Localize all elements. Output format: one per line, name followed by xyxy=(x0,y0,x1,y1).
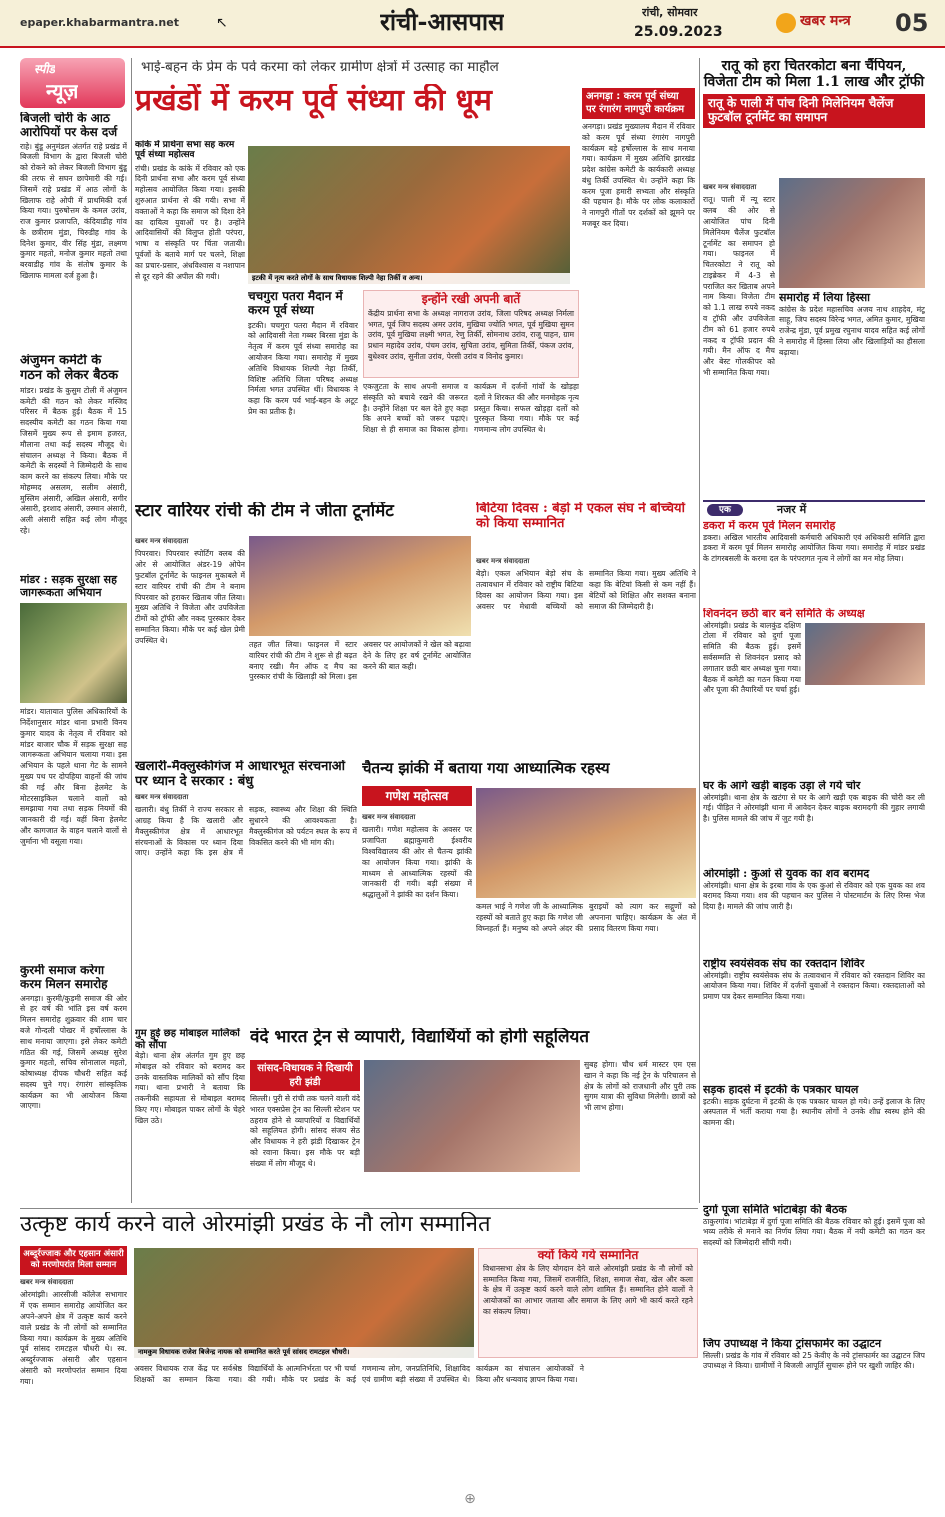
ormanjhi-body: अवसर विधायक राज केंद्र पर सर्वश्रेष्ठ शिक्षकों का सम्मान किया गया। विद्यार्थियों के आत्मनिर्भरता पर भी चर्चा की गयी। मौके पर प्रखंड के कई गणमान्य लोग, जनप्रतिनिधि, शिक्षाविद एवं ग्रामीण बड़ी संख्या में उपस्थित थे। कार्यक्रम का संचालन आयोजकों ने किया और धन्यवाद ज्ञापन किया गया। xyxy=(134,1364,584,1384)
nazar-title: दुर्गा पूजा समिति भांटाबेड़ा की बैठक xyxy=(703,1204,847,1216)
nazar-body: ओरमांझी। थाना क्षेत्र के इरबा गांव के एक कुआं से रविवार को एक युवक का शव बरामद किया गया। शव की पहचान कर पुलिस ने पोस्टमार्टम के लिए रिम्स भेज दिया है। मामले की जांच जारी है। xyxy=(703,880,925,912)
vande-body-cont: सुबह होगा। चौथ धर्म मास्टर एम एस खान ने कहा कि नई ट्रेन के परिचालन से क्षेत्र के लोगों को राजधानी और पुरी तक सुगम यात्रा की सुविधा मिलेगी। छात्रों को भी लाभ होगा। xyxy=(584,1060,696,1113)
vande-body: सिल्ली। पुरी से रांची तक चलने वाली वंदे भारत एक्सप्रेस ट्रेन का सिल्ली स्टेशन पर ठहराव होने से व्यापारियों व विद्यार्थियों को सहूलियत होगी। सांसद संजय सेठ और विधायक ने हरी झंडी दिखाकर ट्रेन को रवाना किया। इस मौके पर बड़ी संख्या में लोग मौजूद थे। xyxy=(250,1094,360,1168)
nazar-tag-2: नजर में xyxy=(777,503,807,516)
nazar-title: राष्ट्रीय स्वयंसेवक संघ का रक्तदान शिविर xyxy=(703,958,865,970)
star-team-photo xyxy=(249,536,471,636)
nazar-header xyxy=(703,500,925,516)
train-photo xyxy=(364,1060,580,1172)
column-divider xyxy=(699,58,700,1203)
nazar-title: सड़क हादसे में इटकी के पत्रकार घायल xyxy=(703,1084,859,1096)
speed-item-4 xyxy=(20,964,127,1202)
nazar-tag-1: एक xyxy=(707,504,743,516)
speed-item-2 xyxy=(20,354,127,576)
football-body: रातू। पाली में न्यू स्टार क्लब की ओर से आयोजित पांच दिनी मिलेनियम चैलेंज फुटबॉल टूर्नामेंट का समापन हो गया। फाइनल में चितरकोटा ने रातू को टाइब्रेकर में 4-3 से पराजित कर खिताब अपने नाम किया। विजेता टीम को 1.1 लाख रुपये नकद व ट्रॉफी और उपविजेता टीम को 61 हजार रुपये नकद व ट्रॉफी प्रदान की गयी। मैन ऑफ द मैच और बेस्ट गोलकीपर को भी सम्मानित किया गया। xyxy=(703,195,775,377)
speed-item-body: मांडर। प्रखंड के कुसुम टोली में अंजुमन कमेटी की गठन को लेकर मस्जिद परिसर में बैठक हुई। बैठक में 15 सदस्यीय कमेटी का गठन किया गया जिसमें मुख्य रूप से इमाम हजरत, मौलाना तथा कई सदस्य मौजूद थे। संचालन अध्यक्ष ने किया। बैठक में कमेटी के सदस्यों ने जिम्मेदारी के साथ काम करने का संकल्प लिया। मौके पर मोहम्मद असलम, सलीम अंसारी, मुस्लिम अंसारी, अखिल अंसारी, सगीर अंसारी, इरशाद अंसारी, उस्मान अंसारी, अली अंसारी सहित कई लोग मौजूद रहे। xyxy=(20,385,127,536)
ormanjhi-side xyxy=(20,1246,127,1480)
sub-story-chachgura-cont: एकजुटता के साथ अपनी समाज व संस्कृति को बचाये रखने की जरूरत है। उन्होंने शिक्षा पर बल देते हुए कहा कि अपने बच्चों को जरूर पढ़ाएं। शिक्षा से ही समाज का विकास होगा। कार्यक्रम में दर्जनों गांवों के खोड़हा दलों ने शिरकत की और मनमोहक नृत्य प्रस्तुत किया। सफल खोड़हा दलों को पुरस्कृत किया गया। मौके पर कई गणमान्य लोग उपस्थित थे। xyxy=(363,382,579,435)
nazar-body: ओरमांझी। राष्ट्रीय स्वयंसेवक संघ के तत्वावधान में रविवार को रक्तदान शिविर का आयोजन किया गया। शिविर में दर्जनों युवाओं ने रक्तदान किया। रक्तदाताओं को प्रमाण पत्र देकर सम्मानित किया गया। xyxy=(703,970,925,1002)
why-title: क्यों किये गये सम्मानित xyxy=(537,1248,639,1262)
khalari-headline: खलारी-मैक्लुस्कीगंज में आधारभूत संरचनाओं पर ध्यान दे सरकार : बंधु xyxy=(135,760,346,789)
star-col xyxy=(135,534,245,754)
horizontal-divider xyxy=(20,1208,698,1209)
vande-col xyxy=(250,1060,360,1204)
page-number: 05 xyxy=(895,9,929,37)
speed-item-title: मांडर : सड़क सुरक्षा सह जागरूकता अभियान xyxy=(20,574,117,599)
ek-nazar-column xyxy=(703,500,925,1475)
section-title: रांची-आसपास xyxy=(380,7,505,36)
chaitanya-body: खलारी। गणेश महोत्सव के अवसर पर प्रजापिता ब्रह्माकुमारी ईश्वरीय विश्वविद्यालय की ओर से चैतन्य झांकी का आयोजन किया गया। झांकी के माध्यम से आध्यात्मिक रहस्यों की जानकारी दी गयी। बड़ी संख्या में श्रद्धालुओं ने झांकी का दर्शन किया। xyxy=(362,825,472,900)
football-col xyxy=(703,180,775,490)
cursor-icon: ↖ xyxy=(216,15,228,31)
ormanjhi-photo xyxy=(134,1248,474,1358)
nazar-title: डकरा में करम पूर्व मिलन समारोह xyxy=(703,520,836,532)
nazar-item-3 xyxy=(703,780,925,858)
football-side xyxy=(779,292,925,492)
khalari-body: खलारी। बंधु तिर्की ने राज्य सरकार से आग्रह किया है कि खलारी और मैक्लुस्कीगंज क्षेत्र में आधारभूत संरचनाओं के विकास पर ध्यान दिया जाए। उन्होंने कहा कि इस क्षेत्र में सड़क, स्वास्थ्य और शिक्षा की स्थिति सुधारने की आवश्यकता है। मैक्लुस्कीगंज को पर्यटन स्थल के रूप में विकसित करने की भी मांग की। xyxy=(135,805,357,858)
lost-mobile-headline: गुम हुई छह मोबाइल मालिकों को सौंपा xyxy=(135,1028,240,1051)
meeting-photo xyxy=(805,623,925,685)
jhanki-photo xyxy=(476,788,696,898)
nazar-item-8 xyxy=(703,1338,925,1474)
quote-title: इन्होंने रखी अपनी बातें xyxy=(421,292,521,306)
photo-caption: इटकी में नृत्य करते लोगों के साथ विधायक शिल्पी नेहा तिर्की व अन्य। xyxy=(248,273,570,284)
sub-story-kanke xyxy=(135,140,245,498)
edition-date: 25.09.2023 xyxy=(634,24,723,40)
chaitanya-label: गणेश महोत्सव xyxy=(362,786,472,806)
nazar-item-7 xyxy=(703,1204,925,1334)
football-headline: रातू को हरा चितरकोटा बना चैंपियन, विजेता टीम को मिला 1.1 लाख और ट्रॉफी xyxy=(703,58,925,91)
speed-item-title: बिजली चोरी के आठ आरोपियों पर केस दर्ज xyxy=(20,112,118,139)
speed-item-title: अंजुमन कमेटी के गठन को लेकर बैठक xyxy=(20,354,119,383)
byline: खबर मन्त्र संवाददाता xyxy=(135,537,189,545)
speed-logo-bottom: न्यूज़ xyxy=(46,79,79,103)
byline: खबर मन्त्र संवाददाता xyxy=(476,557,530,565)
star-body-cont: तहत जीत लिया। फाइनल में स्टार वारियर रांची की टीम ने शुरू से ही बढ़त बनाए रखी। मैन ऑफ द मैच का पुरस्कार रांची के खिलाड़ी को मिला। इस अवसर पर आयोजकों ने खेल को बढ़ावा देने के लिए हर वर्ष टूर्नामेंट आयोजित करने की बात कही। xyxy=(249,640,471,682)
khalari-story xyxy=(135,760,357,1020)
trophy-photo xyxy=(779,178,925,288)
star-warrior-story xyxy=(135,502,471,754)
sub-body: अनगड़ा। प्रखंड मुख्यालय मैदान में रविवार को करम पूर्व संध्या रंगारंग नागपुरी कार्यक्रम बड़े हर्षोल्लास के साथ मनाया गया। कार्यक्रम में मुख्य अतिथि झारखंड प्रदेश कांग्रेस कमेटी के कार्यकारी अध्यक्ष बंधु तिर्की उपस्थित थे। उन्होंने कहा कि करम पूजा हमारी सभ्यता और संस्कृति की पहचान है। मौके पर लोक कलाकारों ने नागपुरी गीतों पर दर्शकों को झूमने पर मजबूर कर दिया। xyxy=(582,122,695,229)
ormanjhi-story xyxy=(20,1212,698,1480)
sub-body: रांची। प्रखंड के कांके में रविवार को एक दिनी प्रार्थना सभा और करम पूर्व संध्या महोत्सव आयोजित किया गया। इसकी शुरुआत प्रार्थना से की गयी। सभा में वक्ताओं ने कहा कि समाज को दिशा देने का दायित्व युवाओं पर है। उन्होंने आदिवासियों की विलुप्त होती परंपरा, भाषा व संस्कृति पर चिंता जतायी। पूर्वजों के बताये मार्ग पर चलने, शिक्षा का प्रचार-प्रसार, अंधविश्वास व नशापान से दूर रहने की अपील की गयी। xyxy=(135,163,245,281)
nazar-item-4 xyxy=(703,868,925,946)
nazar-body: ओरमांझी। थाना क्षेत्र के खटंगा से घर के आगे खड़ी एक बाइक की चोरी कर ली गई। पीड़ित ने ओरमांझी थाना में आवेदन देकर बाइक बरामदगी की गुहार लगायी है। पुलिस मामले की जांच में जुट गयी है। xyxy=(703,792,925,824)
nazar-body: सिल्ली। प्रखंड के गांव में रविवार को 25 केवीए के नये ट्रांसफार्मर का उद्घाटन जिप उपाध्यक्ष ने किया। ग्रामीणों ने बिजली आपूर्ति सुचारू होने पर खुशी जाहिर की। xyxy=(703,1350,925,1371)
lost-mobile-story xyxy=(135,1028,245,1204)
speed-item-title: कुरमी समाज करेगा करम मिलन समारोह xyxy=(20,964,108,991)
nazar-item-5 xyxy=(703,958,925,1078)
sub-body: इटकी। चचगुरा पतरा मैदान में रविवार को आदिवासी नेता गब्बर बिरसा मुंडा के नेतृत्व में करम पूर्व संध्या समारोह का आयोजन किया गया। समारोह में मुख्य अतिथि विधायक शिल्पी नेहा तिर्की, विशिष्ट अतिथि जिला परिषद अध्यक्ष निर्मला भगत उपस्थित थीं। विधायक ने कहा कि करम पर्व भाई-बहन के अटूट प्रेम का प्रतीक है। xyxy=(248,320,358,416)
vande-headline: वंदे भारत ट्रेन से व्यापारी, विद्यार्थियों को होगी सहूलियत xyxy=(250,1028,590,1047)
page-header xyxy=(0,0,945,48)
nazar-body: इटकी। सड़क दुर्घटना में इटकी के एक पत्रकार घायल हो गये। उन्हें इलाज के लिए अस्पताल में भर्ती कराया गया है। स्थानीय लोगों ने उनके शीघ्र स्वस्थ होने की कामना की। xyxy=(703,1096,925,1128)
nazar-title: घर के आगे खड़ी बाइक उड़ा ले गये चोर xyxy=(703,780,861,792)
brand-logo-icon xyxy=(776,13,796,33)
nazar-item-6 xyxy=(703,1084,925,1184)
byline: खबर मन्त्र संवाददाता xyxy=(20,1277,74,1286)
nazar-body: डकरा। अखिल भारतीय आदिवासी कर्मचारी अधिकारी एवं अधिकारी समिति द्वारा डकरा में करम पूर्व मिलन समारोह आयोजित किया गया। समारोह में मांडर प्रखंड के टांगरबसली के करमा दल के परंपरागत नृत्य ने लोगों का मन मोह लिया। xyxy=(703,532,925,564)
speed-item-1 xyxy=(20,112,127,347)
football-subhead: रातू के पाली में पांच दिनी मिलेनियम चैलेंज फुटबॉल टूर्नामेंट का समापन xyxy=(703,94,925,128)
side-title: समारोह में लिया हिस्सा xyxy=(779,292,871,304)
sub-title: अनगड़ा : करम पूर्व संध्या पर रंगारंग नागपुरी कार्यक्रम xyxy=(582,88,695,119)
site-url[interactable]: epaper.khabarmantra.net xyxy=(20,16,179,29)
speed-item-3 xyxy=(20,574,127,954)
nazar-title: जिप उपाध्यक्ष ने किया ट्रांसफार्मर का उद्घाटन xyxy=(703,1338,882,1350)
byline: खबर मन्त्र संवाददाता xyxy=(135,792,189,801)
column-divider xyxy=(131,58,132,1203)
quote-body: केंद्रीय प्रार्थना सभा के अध्यक्ष नागराज उरांव, जिला परिषद अध्यक्ष निर्मला भगत, पूर्व जिप सदस्य अमर उरांव, मुखिया ज्योति भगत, पूर्व मुखिया सुमन उरांव, पूर्व मुखिया लक्ष्मी भगत, रेणु तिर्की, सोमनाथ उरांव, राजू पाहन, ग्राम प्रधान महादेव उरांव, पंचम उरांव, सुचिता उरांव, सुमिता तिर्की, पंकज उरांव, बुधेश्वर उरांव, सुनीता उरांव, पेरसी उरांव व विनोद कुमार। xyxy=(368,308,574,361)
why-box xyxy=(478,1248,698,1358)
chaitanya-story xyxy=(362,760,696,1024)
photo-caption: नामकुम विधायक राजेश बिजेन्द्र नायक को सम्मानित करते पूर्व सांसद रामटहल चौधरी। xyxy=(134,1347,474,1358)
chaitanya-headline: चैतन्य झांकी में बताया गया आध्यात्मिक रहस्य xyxy=(362,760,610,777)
footer-marks: ⊕ xyxy=(464,1491,476,1507)
betiya-headline: बिटिया दिवस : बेड़ो में एकल संघ ने बच्चियों को किया सम्मानित xyxy=(476,502,685,531)
betiya-col xyxy=(476,554,696,754)
football-story xyxy=(703,58,925,493)
nazar-title: शिवनंदन छठी बार बने समिति के अध्यक्ष xyxy=(703,608,865,620)
brand-name: खबर मन्त्र xyxy=(800,13,851,29)
quote-box xyxy=(363,290,579,378)
ormanjhi-side-body: ओरमांझी। आरसीजी कॉलेज सभागार में एक सम्मान समारोह आयोजित कर अपने-अपने क्षेत्र में उत्कृष्ट कार्य करने वाले प्रखंड के नौ लोगों को सम्मानित किया गया। कार्यक्रम के मुख्य अतिथि पूर्व सांसद रामटहल चौधरी थे। स्व. अब्दुर्रज्जाक अंसारी और एहसान अंसारी को मरणोपरांत सम्मान दिया गया। xyxy=(20,1290,127,1386)
nazar-body: ओरमांझी। प्रखंड के बालकुंड दक्षिण टोला में रविवार को दुर्गा पूजा समिति की बैठक हुई। इसमें सर्वसम्मति से शिवनंदन प्रसाद को लगातार छठी बार अध्यक्ष चुना गया। बैठक में कमेटी का गठन किया गया और पूजा की तैयारियों पर चर्चा हुई। xyxy=(703,620,801,695)
lead-headline: प्रखंडों में करम पूर्व संध्या की धूम xyxy=(135,84,492,118)
byline: खबर मन्त्र संवाददाता xyxy=(362,813,416,821)
speed-logo-top: स्पीड xyxy=(34,62,56,76)
speed-news-logo xyxy=(20,58,125,108)
chaitanya-body-cont: कमल भाई ने गणेश जी के आध्यात्मिक रहस्यों को बताते हुए कहा कि गणेश जी विघ्नहर्ता हैं। मनुष्य को अपने अंदर की बुराइयों को त्याग कर सद्गुणों को अपनाना चाहिए। कार्यक्रम के अंत में प्रसाद वितरण किया गया। xyxy=(476,902,696,933)
sub-story-angara xyxy=(582,88,695,498)
side-body: कांग्रेस के प्रदेश महासचिव अजय नाथ शाहदेव, मंटू साहू, जिप सदस्य विरेन्द्र भगत, अमित कुमार, मुखिया राजेन्द्र मुंडा, पूर्व प्रमुख रघुनाथ यादव सहित कई लोगों ने समारोह में हिस्सा लिया और खिलाड़ियों का हौसला बढ़ाया। xyxy=(779,304,925,357)
vande-subbox: सांसद-विधायक ने दिखायी हरी झंडी xyxy=(250,1060,360,1091)
sub-story-chachgura xyxy=(248,290,358,498)
star-headline: स्टार वारियर रांची की टीम ने जीता टूर्नामेंट xyxy=(135,502,394,521)
nazar-item-2 xyxy=(703,608,925,768)
lead-story xyxy=(135,58,695,498)
nazar-item-1 xyxy=(703,520,925,600)
karam-dance-photo xyxy=(248,146,570,284)
why-body: विधानसभा क्षेत्र के लिए योगदान देने वाले ओरमांझी प्रखंड के नौ लोगों को सम्मानित किया गया, जिसमें राजनीति, शिक्षा, समाज सेवा, खेल और कला के क्षेत्र में उत्कृष्ट कार्य करने वाले लोग शामिल हैं। सम्मानित होने वालों ने आयोजकों का आभार जताया और समाज के लिए आगे भी कार्य करते रहने का संकल्प लिया। xyxy=(483,1263,693,1316)
vande-bharat-story xyxy=(250,1028,696,1204)
ormanjhi-side-title: अब्दुर्रज्जाक और एहसान अंसारी को मरणोपरांत मिला सम्मान xyxy=(20,1246,127,1275)
betiya-story xyxy=(476,502,696,754)
nazar-body: ठाकुरगांव। भांटाबेड़ा में दुर्गा पूजा समिति की बैठक रविवार को हुई। इसमें पूजा को भव्य तरीके से मनाने का निर्णय लिया गया। बैठक में नयी कमेटी का गठन कर सदस्यों को जिम्मेदारी सौंपी गयी। xyxy=(703,1216,925,1248)
sub-title: कांके में प्रार्थना सभा सह करम पूर्व संध्या महोत्सव xyxy=(135,140,235,161)
place-day: रांची, सोमवार xyxy=(642,6,698,19)
star-body: पिपरवार। पिपरवार स्पोर्टिंग क्लब की ओर से आयोजित अंडर-19 ओपेन फुटबॉल टूर्नामेंट के फाइनल मुकाबले में स्टार वारियर रांची की टीम ने बनाम पिपरवार को हराकर खिताब जीत लिया। मुख्य अतिथि ने विजेता और उपविजेता टीमों को ट्रॉफी और नकद पुरस्कार देकर सम्मानित किया। मौके पर कई खेल प्रेमी उपस्थित थे। xyxy=(135,549,245,645)
lost-mobile-body: बेड़ो। थाना क्षेत्र अंतर्गत गुम हुए छह मोबाइल को रविवार को बरामद कर उनके वास्तविक मालिकों को सौंप दिया गया। थाना प्रभारी ने बताया कि तकनीकी सहायता से मोबाइल बरामद किए गए। मोबाइल पाकर लोगों के चेहरे खिल उठे। xyxy=(135,1051,245,1125)
lead-kicker: भाई-बहन के प्रेम के पर्व करमा को लेकर ग्रामीण क्षेत्रों में उत्साह का माहौल xyxy=(141,60,499,75)
speed-item-body: राहे। बुंडू अनुमंडल अंतर्गत राहे प्रखंड में बिजली विभाग के द्वारा बिजली चोरी को रोकने को लेकर बिजली विभाग बुंडू की तरफ से सघन छापेमारी की गई। जिसमें राहे प्रखंड में आठ लोगों के खिलाफ राहे ओपी में प्राथमिकी दर्ज किया गया। पुरुषोत्तम के कमल उरांव, राज कुमार प्रजापति, कंदियाडीह गांव के छत्रीराम मुंडा, चिरुडीह गांव के दिनेश कुमार, वीर सिंह मुंडा, लक्ष्मण कुमार महतो, मनोज कुमार महतो तथा बरवाडीह गांव के संतोष कुमार के खिलाफ मामला दर्ज हुआ है। xyxy=(20,141,127,280)
nazar-title: ओरमांझी : कुआं से युवक का शव बरामद xyxy=(703,868,870,880)
sub-title: चचगुरा पतरा मैदान में करम पूर्व संध्या xyxy=(248,290,343,317)
betiya-body: बेड़ो। एकल अभियान बेड़ो संच के तत्वावधान में रविवार को राष्ट्रीय बिटिया दिवस का आयोजन किया गया। इस अवसर पर मेधावी बच्चियों को सम्मानित किया गया। मुख्य अतिथि ने कहा कि बेटियां किसी से कम नहीं हैं। बेटियों को शिक्षित और सशक्त बनाना समाज की जिम्मेदारी है। xyxy=(476,569,696,611)
road-safety-photo xyxy=(20,603,127,703)
speed-item-body: मांडर। यातायात पुलिस अधिकारियों के निर्देशानुसार मांडर थाना प्रभारी विनय कुमार यादव के नेतृत्व में रविवार को मांडर बाजार चौक में सड़क सुरक्षा सह जागरूकता अभियान चलाया गया। इस अभियान के पहले थाना गेट के सामने मुख्य पथ पर दोपहिया वाहनों की जांच की गई और बिना हेलमेट के मोटरसाइकिल चलाने वालों को समझाया गया तथा सड़क नियमों की जानकारी दी गई। वहीं बिना हेलमेट और कागजात के वाहन चलाने वालों से जुर्माना भी वसूला गया। xyxy=(20,707,127,846)
byline: खबर मन्त्र संवाददाता xyxy=(703,183,757,191)
ormanjhi-headline: उत्कृष्ट कार्य करने वाले ओरमांझी प्रखंड के नौ लोग सम्मानित xyxy=(20,1212,491,1237)
chaitanya-col xyxy=(362,810,472,1024)
speed-item-body: अनगड़ा। कुरमी/कुड़मी समाज की ओर से हर वर्ष की भांति इस वर्ष करम मिलन समारोह शुक्रवार की शाम चार बजे गोन्दली पोखर में हर्षोल्लास के साथ मनाया जाएगा। इसे लेकर कमेटी गठित की गई, जिसमें अध्यक्ष सुरेश कुमार महतो, सचिव सोनालाल महतो, कोषाध्यक्ष दीपक चौधरी सहित कई सदस्य चुने गए। रंगारंग सांस्कृतिक कार्यक्रम का भी आयोजन किया जाएगा। xyxy=(20,993,127,1111)
speed-news-column xyxy=(20,58,127,1203)
